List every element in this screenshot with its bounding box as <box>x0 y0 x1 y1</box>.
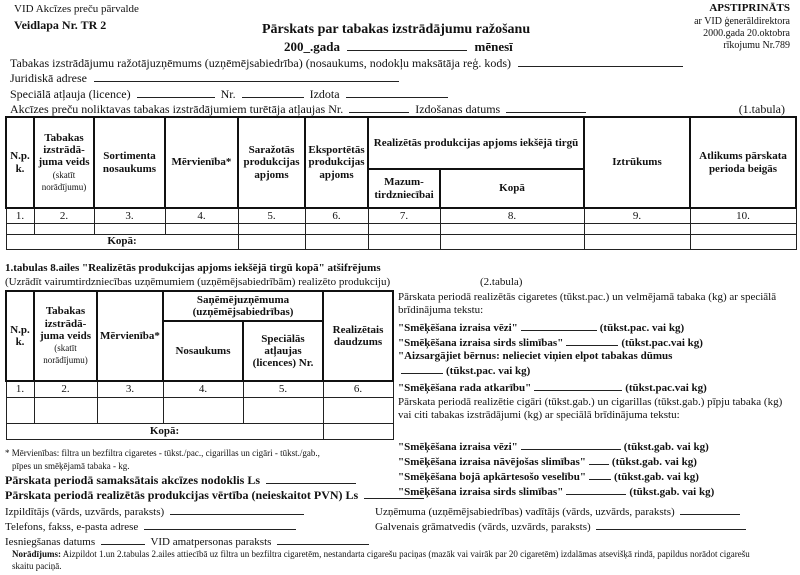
table1-total-row <box>6 234 796 249</box>
form-code: Veidlapa Nr. TR 2 <box>14 18 107 32</box>
head-row <box>375 504 740 518</box>
table1-cell[interactable] <box>238 223 305 234</box>
license-field[interactable] <box>137 87 215 98</box>
cigar-warning-1-field[interactable] <box>521 439 621 450</box>
warning-1-label: "Smēķēšana izraisa vēzi" <box>398 322 518 334</box>
col-remaining: Atlikums pārskata perioda beigās <box>690 117 796 208</box>
table1-cell[interactable] <box>165 223 238 234</box>
warning-2-row <box>398 335 703 349</box>
warehouse-label: Akcīzes preču noliktavas tabakas izstrādājumiem <box>10 102 247 116</box>
sales-value-row <box>5 488 424 503</box>
t2-col-np: N.p. k. <box>6 291 34 381</box>
license-nr-label: Nr. <box>220 87 236 101</box>
preparer-field[interactable] <box>170 504 304 515</box>
warehouse-permit-field[interactable] <box>349 102 409 113</box>
table2-total-row <box>6 423 393 439</box>
cigar-warning-1-label: "Smēķēšana izraisa vēzi" <box>398 441 518 453</box>
table1-sum-cell[interactable] <box>690 234 796 249</box>
license-nr-field[interactable] <box>242 87 304 98</box>
sales-value-field[interactable] <box>364 488 424 499</box>
table1-cell[interactable] <box>368 223 440 234</box>
issued-field[interactable] <box>346 87 448 98</box>
table2-number: 1. <box>6 381 34 397</box>
table1-sum-cell[interactable] <box>238 234 305 249</box>
col-total: Kopā <box>440 169 584 208</box>
excise-paid-label: Pārskata periodā samaksātais akcīzes nodoklis Ls <box>5 473 261 487</box>
table2-cell[interactable] <box>323 397 393 423</box>
warning-2-label: "Smēķēšana izraisa sirds slimības" <box>398 337 564 349</box>
table1-number: 1. <box>6 208 34 223</box>
col-retail: Mazum-tirdzniecībai <box>368 169 440 208</box>
contacts-field[interactable] <box>144 519 296 530</box>
accountant-field[interactable] <box>596 519 746 530</box>
table2-cell[interactable] <box>34 397 97 423</box>
license-label: Speciālā atļauja (licence) <box>10 87 131 101</box>
cigar-warning-4-unit: (tūkst.gab. vai kg) <box>629 486 715 498</box>
t2-col-unit: Mērvienība* <box>97 291 163 381</box>
cigar-warning-3-row <box>398 469 699 483</box>
preparer-row <box>5 504 304 518</box>
approval-date: 2000.gada 20.oktobra <box>703 28 790 39</box>
table2-subheading: (Uzrādīt vairumtirdzniecības uzņēmumiem (uzņēmējsabiedrībām) realizēto produkciju) <box>5 276 391 288</box>
table1-cell[interactable] <box>584 223 690 234</box>
table2-number-row <box>6 381 393 397</box>
cigar-warning-1-unit: (tūkst.gab. vai kg) <box>623 441 709 453</box>
col-assortment: Sortimenta nosaukums <box>94 117 165 208</box>
table2-number: 5. <box>243 381 323 397</box>
warning-3-field[interactable] <box>401 363 443 374</box>
preparer-label: Izpildītājs (vārds, uzvārds, paraksts) <box>5 506 165 518</box>
table1-cell[interactable] <box>6 223 34 234</box>
table1-sum-cell[interactable] <box>584 234 690 249</box>
col-exported: Eksportētās produkcijas apjoms <box>305 117 368 208</box>
cigar-warning-2-field[interactable] <box>589 454 609 465</box>
table2-number: 2. <box>34 381 97 397</box>
cigar-warning-3-unit: (tūkst.gab. vai kg) <box>613 471 699 483</box>
head-field[interactable] <box>680 504 740 515</box>
table1-row <box>6 223 796 234</box>
table1-sum-cell[interactable] <box>305 234 368 249</box>
accountant-row <box>375 519 746 533</box>
table1-number: 10. <box>690 208 796 223</box>
cigar-warning-2-row <box>398 454 697 468</box>
cigar-warning-4-row <box>398 484 714 498</box>
table2-row <box>6 397 393 423</box>
approval-order: rīkojumu Nr.789 <box>723 40 790 51</box>
form-title: Pārskats par tabakas izstrādājumu ražošanu <box>262 22 531 37</box>
table1-sum-label: Kopā: <box>6 234 238 249</box>
t2-col-enterprise: Saņēmējuzņēmuma (uzņēmējsabiedrības) <box>163 291 323 321</box>
table1-number: 9. <box>584 208 690 223</box>
approval-by: ar VID ģenerāldirektora <box>694 16 790 27</box>
table2-sum-label: Kopā: <box>6 423 323 439</box>
t2-col-quantity: Realizētais daudzums <box>323 291 393 381</box>
warning-3-unit: (tūkst.pac. vai kg) <box>446 365 531 377</box>
warehouse-row <box>10 102 795 117</box>
approval-stamp: APSTIPRINĀTS <box>709 2 790 14</box>
table1-number: 5. <box>238 208 305 223</box>
cigar-warning-4-label: "Smēķēšana izraisa sirds slimības" <box>398 486 564 498</box>
t2-col-name: Nosaukums <box>163 321 243 381</box>
producer-field[interactable] <box>518 56 683 67</box>
col-product-type: Tabakas izstrādā-juma veids (skatīt norādījumu) <box>34 117 94 208</box>
instruction-text: Aizpildot 1.un 2.tabulas 2.ailes attiecībā uz filtra un bezfiltra cigaretēm, nestandarta cigarešu paciņas (mazāk vai vairāk par 20 cigaretēm) izdalāmas atsevišķā rindā, papildus norādot cigarešu <box>62 549 750 559</box>
unit-note-2: pīpes un smēķējamā tabaka - kg. <box>12 461 130 471</box>
warning-1-unit: (tūkst.pac. vai kg) <box>599 322 685 334</box>
table1-cell[interactable] <box>94 223 165 234</box>
warning-4-label: "Smēķēšana rada atkarību" <box>398 382 532 394</box>
cigar-warning-2-unit: (tūkst.gab. vai kg) <box>611 456 697 468</box>
cigar-warning-1-row <box>398 439 709 453</box>
legal-address-field[interactable] <box>94 71 399 82</box>
table2-cell[interactable] <box>243 397 323 423</box>
table1-cell[interactable] <box>440 223 584 234</box>
warning-4-unit: (tūkst.pac.vai kg) <box>625 382 707 394</box>
submitted-field[interactable] <box>101 534 145 545</box>
period-month: mēnesī <box>474 39 513 54</box>
cigar-warning-3-field[interactable] <box>589 469 611 480</box>
cigars-intro: Pārskata periodā realizētie cigāri (tūkst.gab.) un cigarillas (tūkst.gab.) pīpju tabaka (kg) vai citi tabakas izstrādājumi (kg) ar speciālā brīdinājuma tekstu: <box>398 396 783 421</box>
col-shortage: Iztrūkums <box>584 117 690 208</box>
table1-number: 2. <box>34 208 94 223</box>
license-row <box>10 87 448 102</box>
contacts-row <box>5 519 296 533</box>
table2-cell[interactable] <box>97 397 163 423</box>
warning-3-row <box>398 350 698 378</box>
instruction-2: skaitu paciņā. <box>12 561 62 571</box>
period-year: 200_.gada <box>284 39 340 54</box>
table1-number: 6. <box>305 208 368 223</box>
warehouse-permit-label: turētāja atļaujas Nr. <box>249 102 344 116</box>
table1-number-row <box>6 208 796 223</box>
cigar-warning-4-field[interactable] <box>566 484 626 495</box>
excise-paid-row <box>5 473 356 488</box>
producer-row <box>10 56 683 71</box>
col-unit: Mērvienība* <box>165 117 238 208</box>
vid-official-field[interactable] <box>277 534 369 545</box>
table2-cell[interactable] <box>163 397 243 423</box>
col-np: N.p. k. <box>6 117 34 208</box>
accountant-label: Galvenais grāmatvedis (vārds, uzvārds, paraksts) <box>375 521 591 533</box>
t2-col-license: Speciālās atļaujas (licences) Nr. <box>243 321 323 381</box>
warning-2-field[interactable] <box>566 335 618 346</box>
month-field[interactable] <box>347 40 467 51</box>
vid-official-label: VID amatpersonas paraksts <box>150 536 272 548</box>
head-label: Uzņēmuma (uzņēmējsabiedrības) vadītājs (vārds, uzvārds, paraksts) <box>375 506 675 518</box>
warning-4-field[interactable] <box>534 380 622 391</box>
table2-heading: 1.tabulas 8.ailes "Realizētās produkcijas apjoms iekšējā tirgū kopā" atšifrējums <box>5 262 381 274</box>
producer-label: Tabakas izstrādājumu ražotājuzņēmums (uzņēmējsabiedrība) (nosaukums, nodokļu maksātāja reģ. kods) <box>10 56 511 70</box>
cigar-warning-2-label: "Smēķēšana izraisa nāvējošas slimības" <box>398 456 586 468</box>
table2-sum-cell[interactable] <box>323 423 393 439</box>
report-period <box>284 39 513 55</box>
agency-name: VID Akcīzes preču pārvalde <box>14 3 139 15</box>
table2-number: 4. <box>163 381 243 397</box>
table2-number: 3. <box>97 381 163 397</box>
t2-col-product-type: Tabakas izstrādā-juma veids (skatīt norādījumu) <box>34 291 97 381</box>
table2-ref: (2.tabula) <box>480 276 523 288</box>
cigar-warning-3-label: "Smēķēšana bojā apkārtesošo veselību" <box>398 471 586 483</box>
instruction <box>12 549 750 559</box>
issue-date-field[interactable] <box>506 102 586 113</box>
warning-1-row <box>398 320 684 334</box>
unit-note: * Mērvienības: filtra un bezfiltra cigaretes - tūkst./pac., cigarillas un cigāri - tūkst./gab., <box>5 448 320 458</box>
table-1 <box>5 116 797 250</box>
sales-value-label: Pārskata periodā realizētās produkcijas vērtība (neieskaitot PVN) Ls <box>5 488 359 502</box>
instruction-label: Norādījums: <box>12 549 61 559</box>
table1-cell[interactable] <box>34 223 94 234</box>
legal-address-label: Juridiskā adrese <box>10 71 87 85</box>
table-2 <box>5 290 394 440</box>
cigarettes-intro: Pārskata periodā realizētās cigaretes (tūkst.pac.) un velmējamā tabaka (kg) ar speciālā brīdinājuma tekstu: <box>398 291 777 316</box>
warning-3-label: "Aizsargājiet bērnus: nelieciet viņien elpot tabakas dūmus <box>398 350 673 362</box>
table1-cell[interactable] <box>305 223 368 234</box>
issue-date-label: Izdošanas datums <box>415 102 501 116</box>
table2-cell[interactable] <box>6 397 34 423</box>
table1-ref: (1.tabula) <box>738 102 785 116</box>
table1-sum-cell[interactable] <box>368 234 440 249</box>
submitted-label: Iesniegšanas datums <box>5 536 96 548</box>
issued-label: Izdota <box>309 87 340 101</box>
table1-number: 4. <box>165 208 238 223</box>
warning-4-row <box>398 380 707 394</box>
col-produced: Saražotās produkcijas apjoms <box>238 117 305 208</box>
table2-number: 6. <box>323 381 393 397</box>
table1-cell[interactable] <box>690 223 796 234</box>
contacts-label: Telefons, fakss, e-pasta adrese <box>5 521 139 533</box>
table1-number: 3. <box>94 208 165 223</box>
col-domestic: Realizētās produkcijas apjoms iekšējā tirgū <box>368 117 584 169</box>
submission-row <box>5 534 369 548</box>
excise-paid-field[interactable] <box>266 473 356 484</box>
table1-number: 8. <box>440 208 584 223</box>
table1-number: 7. <box>368 208 440 223</box>
warning-2-unit: (tūkst.pac.vai kg) <box>621 337 703 349</box>
warning-1-field[interactable] <box>521 320 597 331</box>
table1-sum-cell[interactable] <box>440 234 584 249</box>
address-row <box>10 71 399 86</box>
